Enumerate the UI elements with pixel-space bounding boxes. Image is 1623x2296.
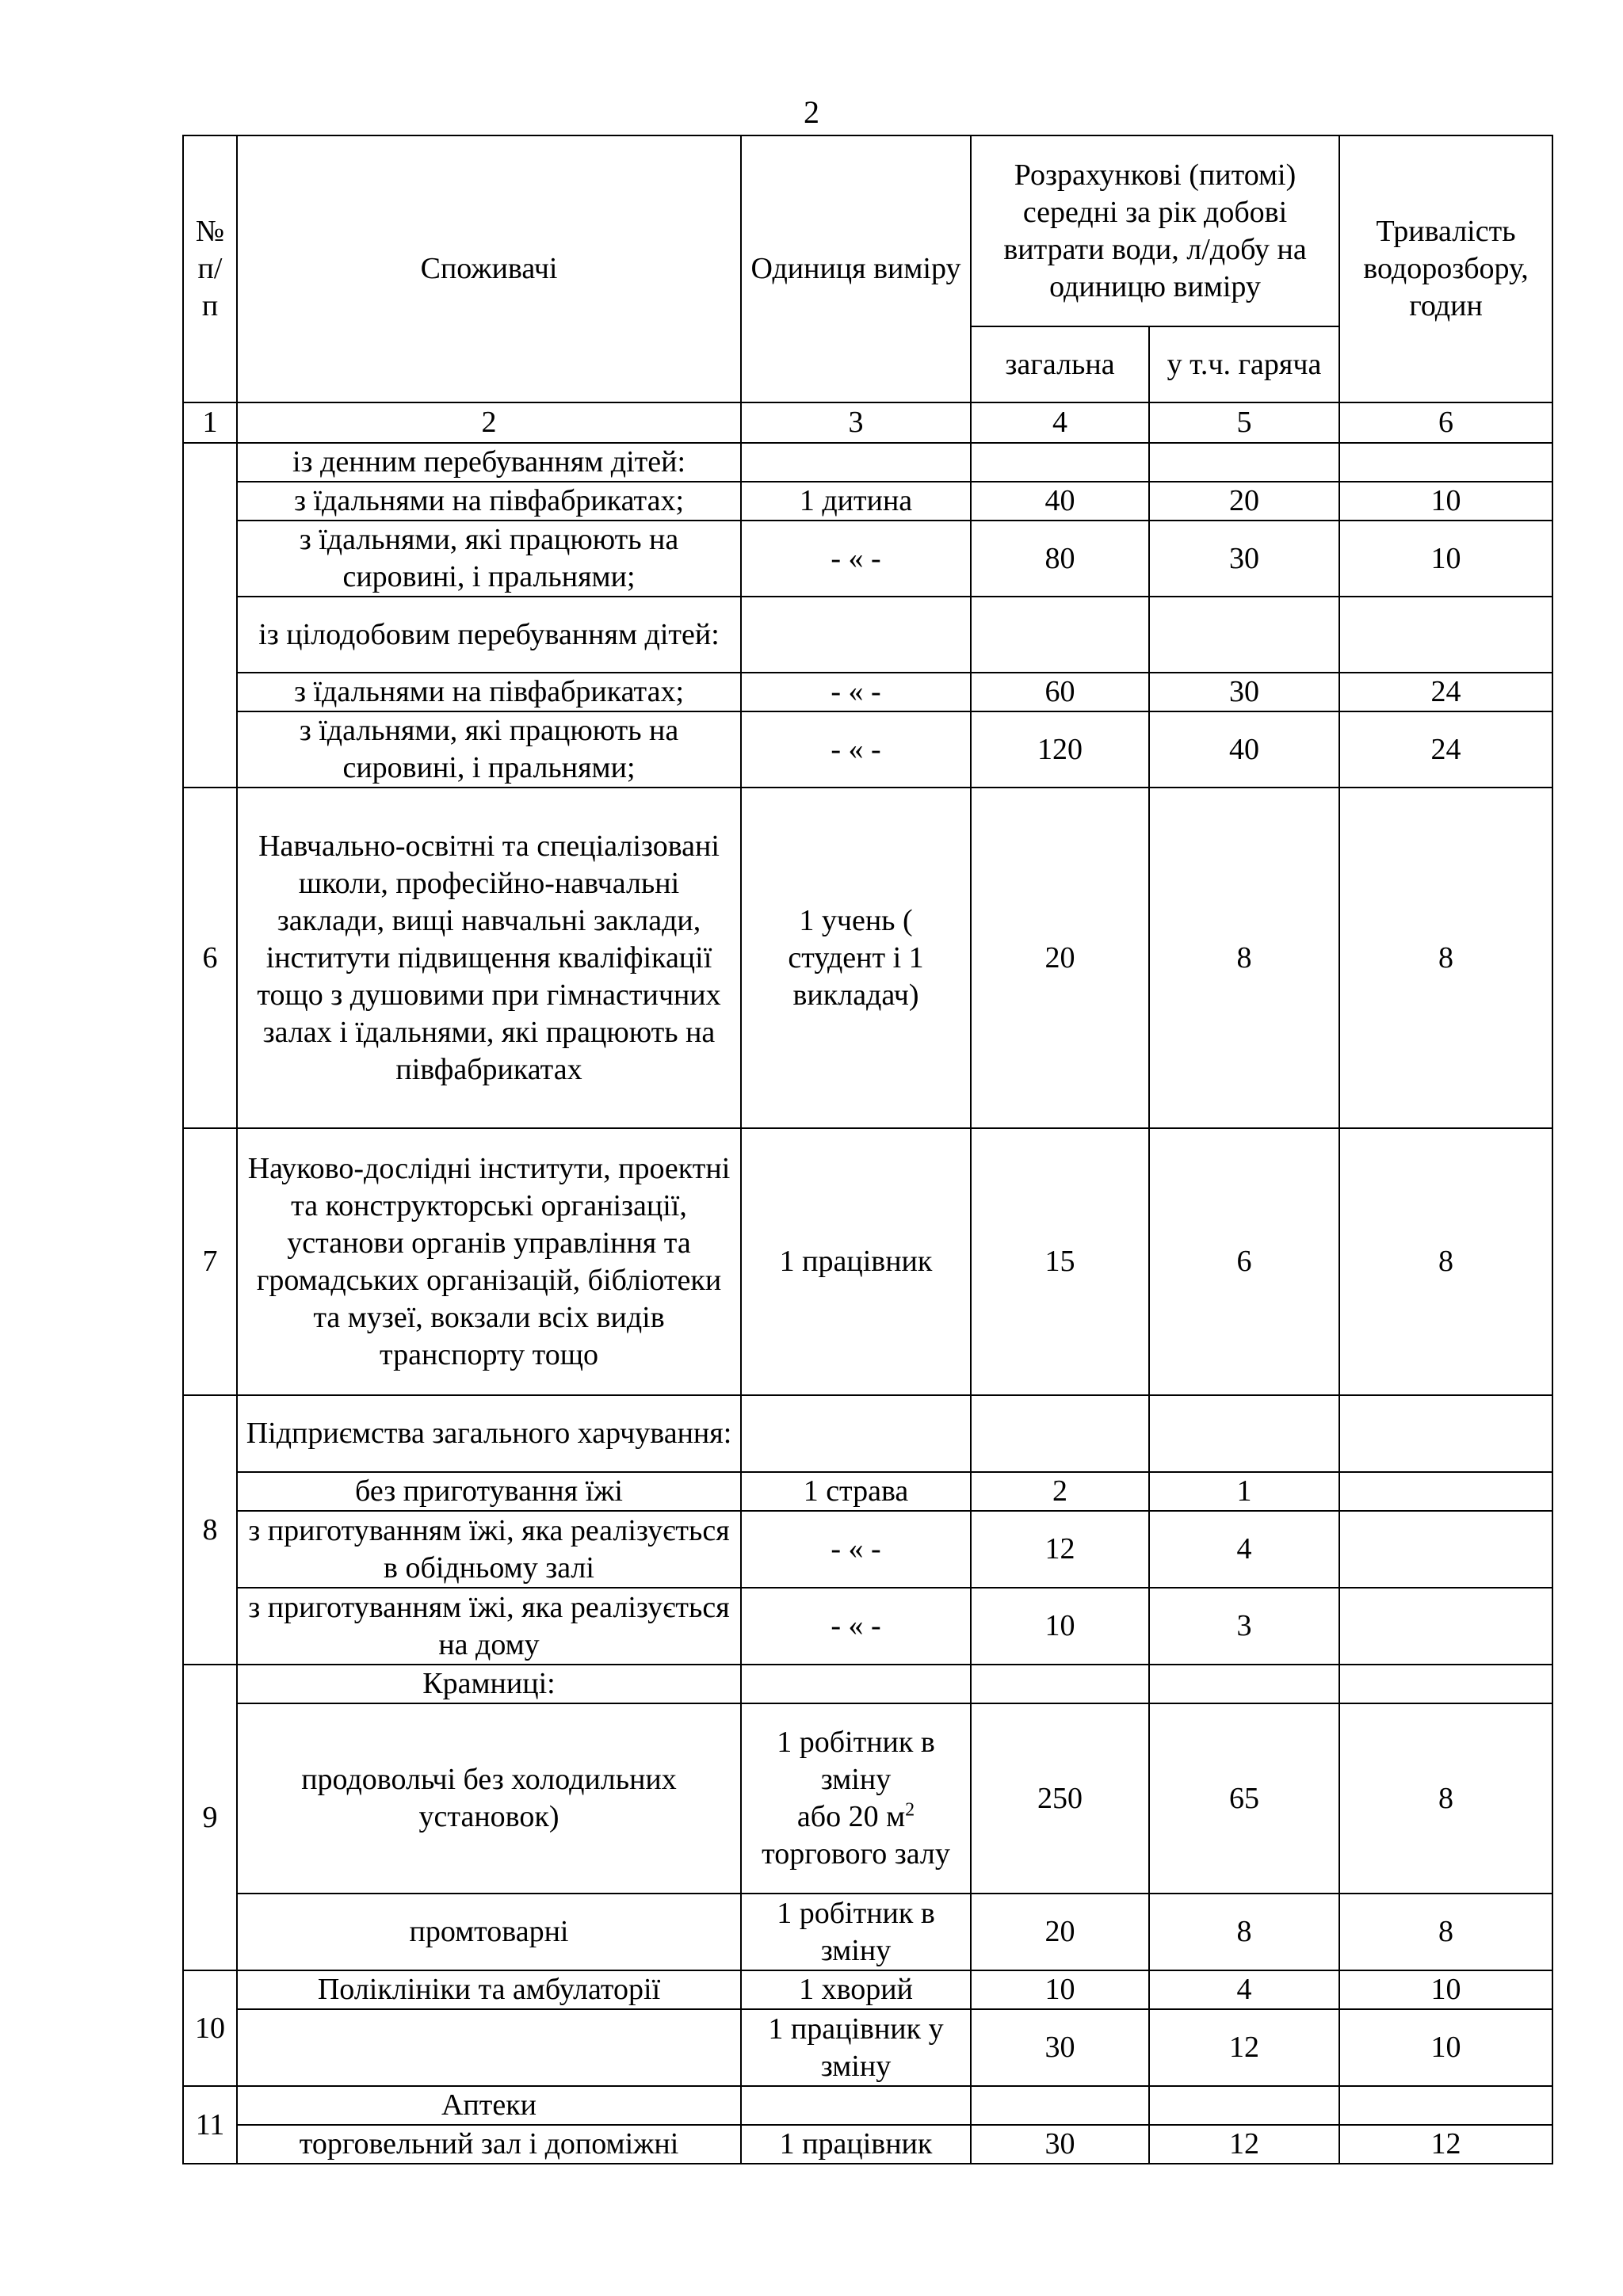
unit-part: або 20 м [796,1800,906,1833]
header-consumers: Споживачі [237,135,741,402]
consumer-name: Навчально-освітні та спеціалізовані школи, професійно-навчальні заклади, вищі навчальні заклади, інститути підвищення кваліфікації тощо з душовими при гімнастичних залах і їдальнями, які працюють на півфабрикатах [237,788,741,1128]
consumer-name: з приготуванням їжі, яка реалізується в обідньому залі [237,1511,741,1588]
table-row [183,597,1552,673]
unit-superscript: 2 [905,1799,915,1821]
hot-cell: 20 [1149,482,1339,521]
header-duration: Тривалість водорозбору, годин [1339,135,1552,402]
unit-cell [741,1703,971,1894]
header-total: загальна [971,326,1149,402]
col-number: 3 [741,402,971,443]
duration-cell: 8 [1339,1894,1552,1970]
consumer-name: Крамниці: [237,1665,741,1703]
consumer-name: із цілодобовим перебуванням дітей: [237,597,741,673]
header-unit: Одиниця виміру [741,135,971,402]
hot-cell: 4 [1149,1970,1339,2009]
row-number: 8 [183,1395,237,1665]
duration-cell [1339,1588,1552,1665]
col-number: 4 [971,402,1149,443]
page-number: 2 [804,94,819,130]
consumer-name: з їдальнями, які працюють на сировині, і пральнями; [237,711,741,788]
table-row [183,1128,1552,1395]
hot-cell: 1 [1149,1472,1339,1511]
table-row [183,521,1552,597]
hot-cell: 40 [1149,711,1339,788]
hot-cell: 12 [1149,2125,1339,2164]
table-row [183,1703,1552,1894]
table-row [183,443,1552,482]
duration-cell: 10 [1339,2009,1552,2086]
table-row [183,1395,1552,1472]
row-number: 9 [183,1665,237,1970]
total-cell: 10 [971,1588,1149,1665]
total-cell: 40 [971,482,1149,521]
table-row [183,1588,1552,1665]
consumer-name: з їдальнями, які працюють на сировині, і пральнями; [237,521,741,597]
consumer-name: продовольчі без холодильних установок) [237,1703,741,1894]
table-row [183,2125,1552,2164]
table-row [183,673,1552,711]
duration-cell: 24 [1339,673,1552,711]
hot-cell: 30 [1149,521,1339,597]
total-cell: 80 [971,521,1149,597]
row-number: 11 [183,2086,237,2164]
consumer-name: торговельний зал і допоміжні [237,2125,741,2164]
hot-cell: 4 [1149,1511,1339,1588]
duration-cell: 8 [1339,788,1552,1128]
table-row [183,1472,1552,1511]
hot-cell: 12 [1149,2009,1339,2086]
header-num: № п/п [183,135,237,402]
hot-cell: 8 [1149,1894,1339,1970]
table-row [183,482,1552,521]
total-cell: 60 [971,673,1149,711]
hot-cell: 30 [1149,673,1339,711]
duration-cell: 24 [1339,711,1552,788]
total-cell: 15 [971,1128,1149,1395]
unit-cell: 1 учень ( студент і 1 викладач) [741,788,971,1128]
duration-cell: 12 [1339,2125,1552,2164]
column-number-row [183,402,1552,443]
unit-cell: 1 робітник в зміну [741,1894,971,1970]
duration-cell: 8 [1339,1128,1552,1395]
unit-cell: - « - [741,521,971,597]
table-row [183,1970,1552,2009]
unit-cell: 1 дитина [741,482,971,521]
row-number: 10 [183,1970,237,2086]
consumer-name: з їдальнями на півфабрикатах; [237,673,741,711]
table-row [183,788,1552,1128]
hot-cell: 6 [1149,1128,1339,1395]
consumer-name: Аптеки [237,2086,741,2125]
row-number [183,443,237,788]
header-hot: у т.ч. гаряча [1149,326,1339,402]
unit-cell: - « - [741,711,971,788]
header-rates: Розрахункові (питомі) середні за рік добові витрати води, л/добу на одиницю виміру [971,135,1339,326]
consumer-name: Підприємства загального харчування: [237,1395,741,1472]
row-number: 7 [183,1128,237,1395]
table-row [183,1511,1552,1588]
total-cell: 2 [971,1472,1149,1511]
duration-cell: 10 [1339,521,1552,597]
table-row [183,2009,1552,2086]
total-cell: 30 [971,2125,1149,2164]
hot-cell: 8 [1149,788,1339,1128]
unit-cell: 1 працівник [741,2125,971,2164]
duration-cell [1339,1472,1552,1511]
unit-cell: 1 працівник [741,1128,971,1395]
duration-cell [1339,1511,1552,1588]
col-number: 6 [1339,402,1552,443]
col-number: 5 [1149,402,1339,443]
row-number: 6 [183,788,237,1128]
duration-cell: 10 [1339,1970,1552,2009]
total-cell: 20 [971,1894,1149,1970]
duration-cell: 10 [1339,482,1552,521]
hot-cell: 65 [1149,1703,1339,1894]
table-row [183,1894,1552,1970]
unit-part: торгового залу [762,1837,950,1871]
unit-cell: 1 страва [741,1472,971,1511]
consumer-name: з приготуванням їжі, яка реалізується на дому [237,1588,741,1665]
water-consumption-table [182,135,1553,2164]
table-row [183,1665,1552,1703]
total-cell: 20 [971,788,1149,1128]
unit-part: 1 робітник в зміну [777,1726,935,1796]
total-cell: 12 [971,1511,1149,1588]
consumer-name: Поліклініки та амбулаторії [237,1970,741,2009]
consumer-name: Науково-дослідні інститути, проектні та конструкторські організації, установи органів управління та громадських організацій, бібліотеки та музеї, вокзали всіх видів транспорту тощо [237,1128,741,1395]
hot-cell: 3 [1149,1588,1339,1665]
unit-cell: - « - [741,673,971,711]
total-cell: 30 [971,2009,1149,2086]
total-cell: 250 [971,1703,1149,1894]
unit-cell: 1 хворий [741,1970,971,2009]
table-row [183,711,1552,788]
unit-cell: - « - [741,1588,971,1665]
total-cell: 120 [971,711,1149,788]
consumer-name: промтоварні [237,1894,741,1970]
col-number: 2 [237,402,741,443]
duration-cell: 8 [1339,1703,1552,1894]
col-number: 1 [183,402,237,443]
consumer-name: із денним перебуванням дітей: [237,443,741,482]
consumer-name [237,2009,741,2086]
unit-cell: - « - [741,1511,971,1588]
total-cell: 10 [971,1970,1149,2009]
consumer-name: з їдальнями на півфабрикатах; [237,482,741,521]
table-row [183,2086,1552,2125]
consumer-name: без приготування їжі [237,1472,741,1511]
unit-cell: 1 працівник у зміну [741,2009,971,2086]
